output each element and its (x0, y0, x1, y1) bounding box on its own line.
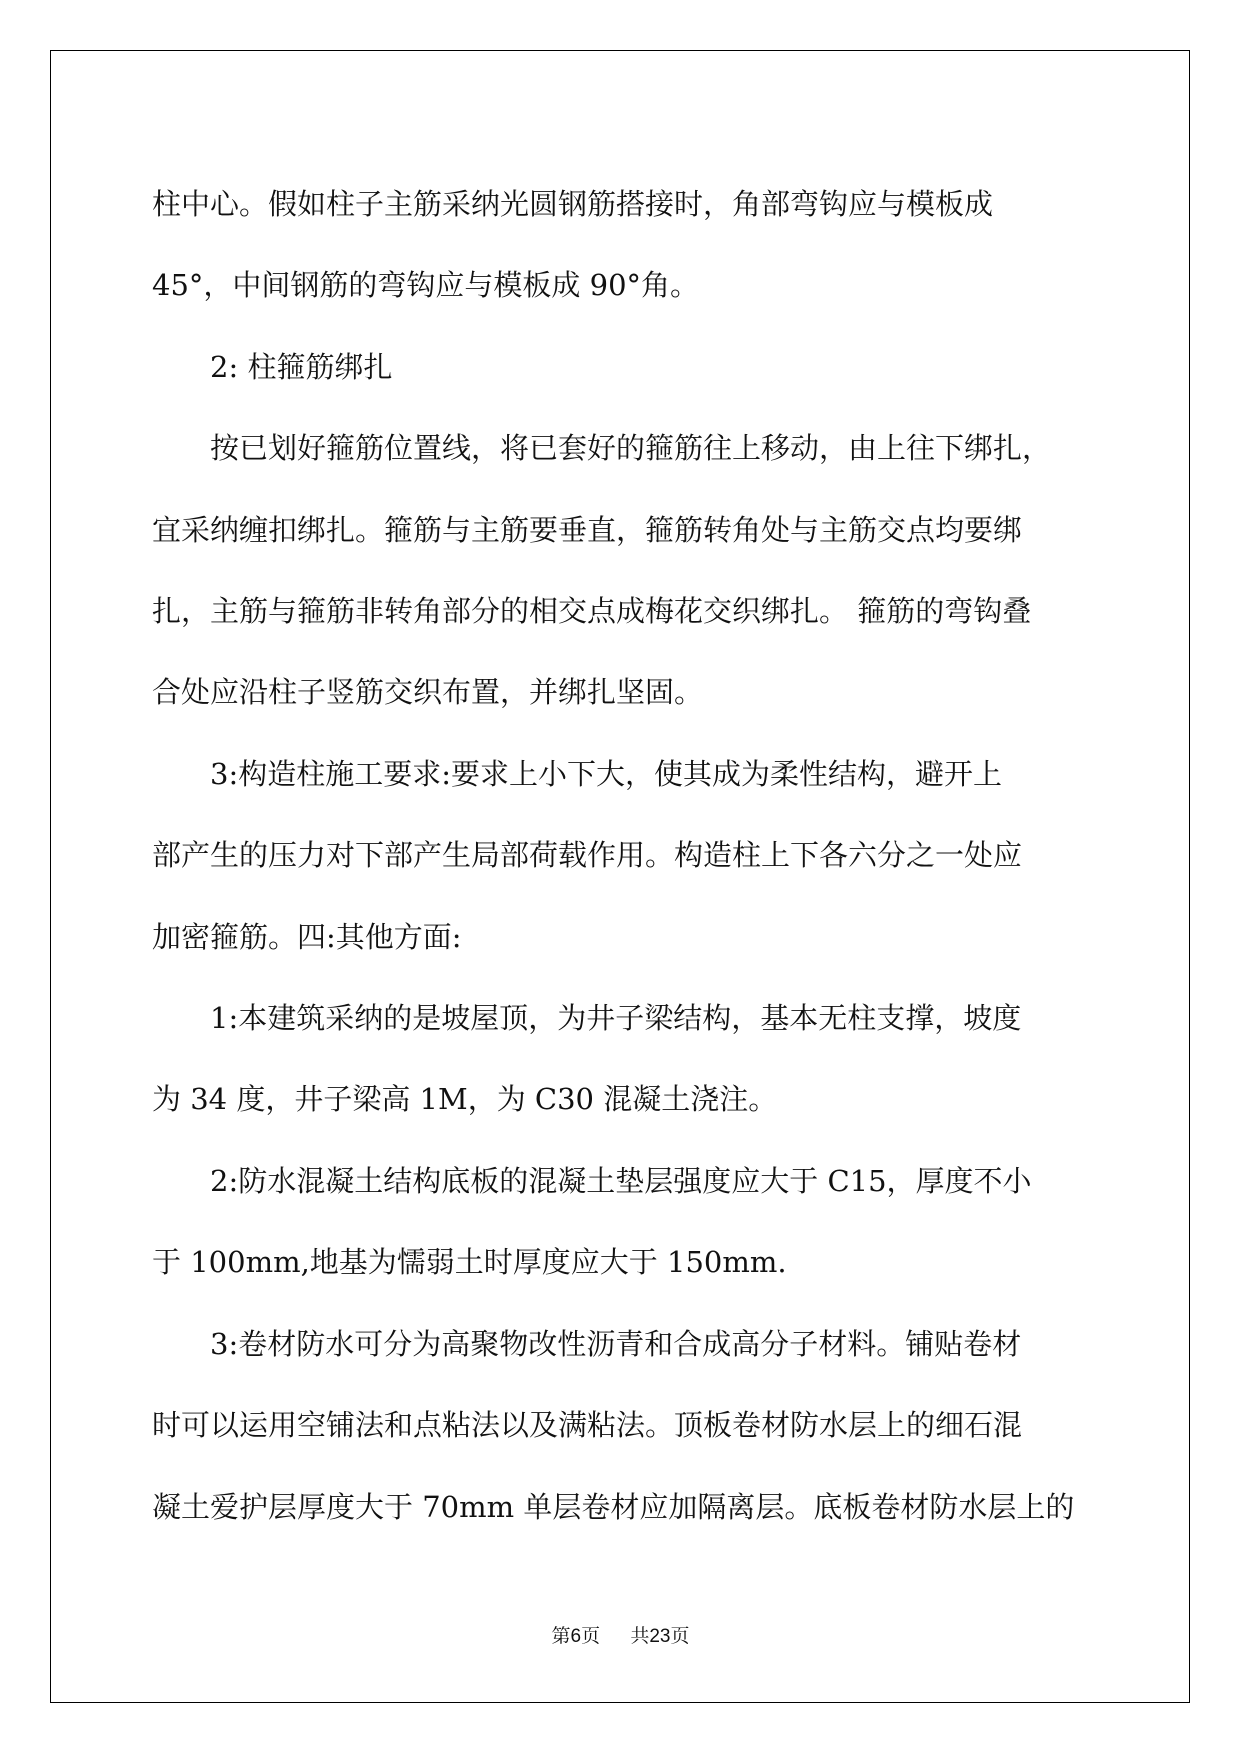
document-body (152, 164, 1092, 1548)
text-line: 1:本建筑采纳的是坡屋顶，为井子梁结构，基本无柱支撑，坡度 (210, 1001, 1022, 1036)
text-line: 3:卷材防水可分为高聚物改性沥青和合成高分子材料。铺贴卷材 (210, 1326, 1022, 1361)
text-line: 凝土爱护层厚度大于 70mm 单层卷材应加隔离层。底板卷材防水层上的 (152, 1489, 1075, 1524)
text-line: 为 34 度，井子梁高 1M，为 C30 混凝土浇注。 (152, 1082, 778, 1117)
footer-page-suffix: 页 (581, 1625, 601, 1647)
text-line: 3:构造柱施工要求:要求上小下大，使其成为柔性结构，避开上 (210, 756, 1002, 791)
text-line: 扎，主筋与箍筋非转角部分的相交点成梅花交织绑扎。 箍筋的弯钩叠 (152, 594, 1032, 629)
text-line: 合处应沿柱子竖筋交织布置，并绑扎坚固。 (152, 675, 704, 710)
text-line: 柱中心。假如柱子主筋采纳光圆钢筋搭接时，角部弯钩应与模板成 (152, 187, 994, 221)
text-line: 于 100mm,地基为懦弱土时厚度应大于 150mm. (152, 1245, 787, 1280)
page-footer (0, 1621, 1241, 1648)
text-line: 加密箍筋。四:其他方面: (152, 919, 462, 954)
page-number: 6 (570, 1626, 582, 1647)
text-line: 2:防水混凝土结构底板的混凝土垫层强度应大于 C15，厚度不小 (210, 1163, 1032, 1198)
footer-total-prefix: 共 (630, 1625, 650, 1647)
text-line: 45°，中间钢筋的弯钩应与模板成 90°角。 (152, 268, 700, 303)
text-line: 时可以运用空铺法和点粘法以及满粘法。顶板卷材防水层上的细石混 (152, 1408, 1023, 1443)
footer-prefix: 第 (551, 1625, 571, 1647)
footer-total-suffix: 页 (670, 1625, 690, 1647)
text-line: 2: 柱箍筋绑扎 (210, 349, 393, 384)
text-line: 按已划好箍筋位置线，将已套好的箍筋往上移动，由上往下绑扎， (210, 431, 1052, 466)
text-line: 宜采纳缠扣绑扎。箍筋与主筋要垂直，箍筋转角处与主筋交点均要绑 (152, 512, 1023, 547)
total-pages: 23 (649, 1626, 671, 1647)
text-line: 部产生的压力对下部产生局部荷载作用。构造柱上下各六分之一处应 (152, 838, 1023, 873)
